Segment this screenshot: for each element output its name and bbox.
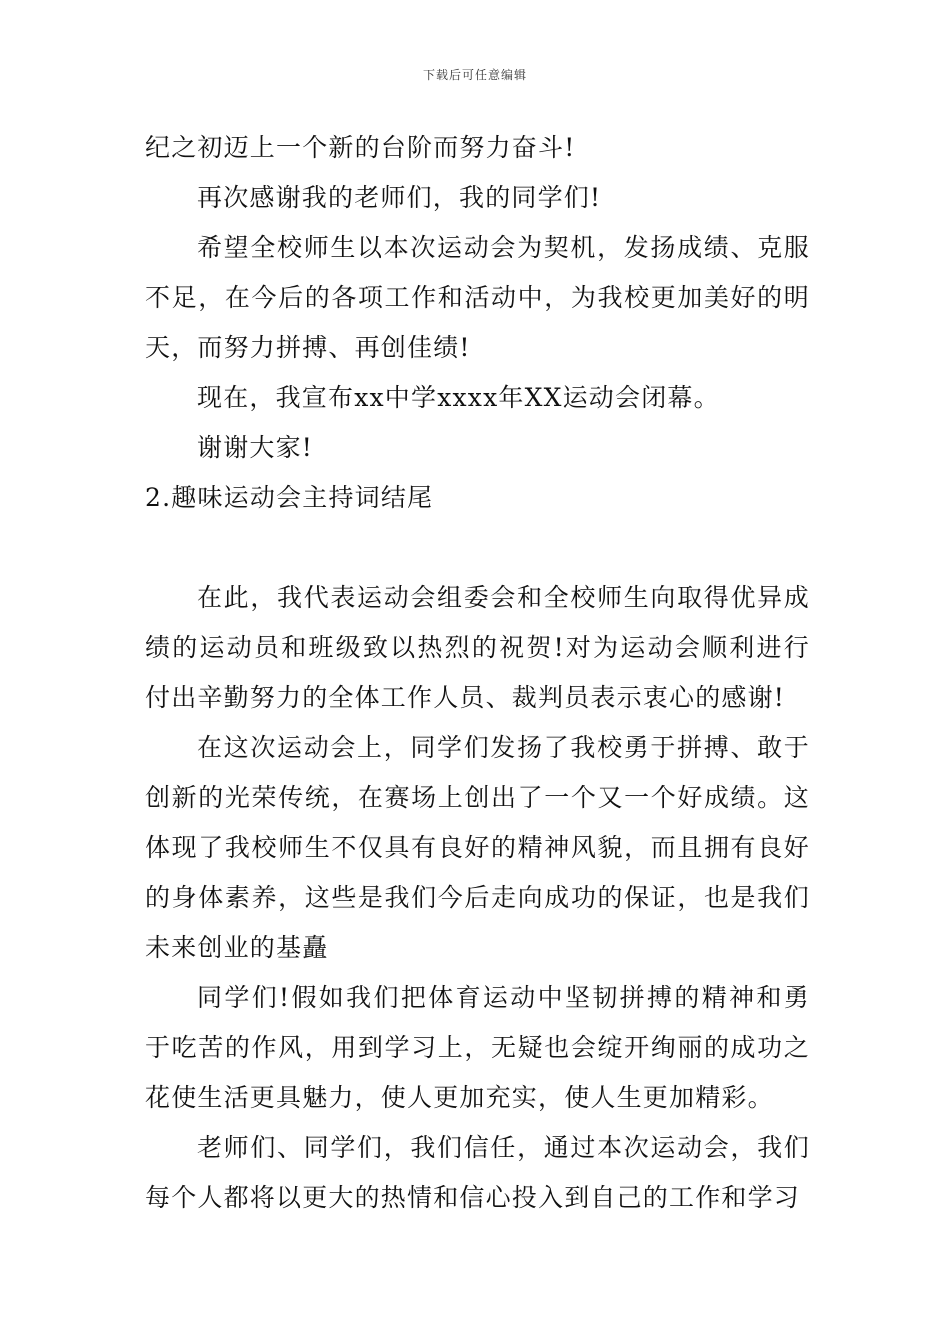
- page-header: 下载后可任意编辑: [422, 68, 527, 82]
- paragraph-teachers-students: 老师们、同学们，我们信任，通过本次运动会，我们每个人都将以更大的热情和信心投入到自己的工作和学习: [145, 1133, 810, 1212]
- paragraph-continuation: 纪之初迈上一个新的台阶而努力奋斗!: [145, 133, 576, 162]
- paragraph-congratulations: 在此，我代表运动会组委会和全校师生向取得优异成绩的运动员和班级致以热烈的祝贺!对为运动会顺利进行付出辛勤努力的全体工作人员、裁判员表示衷心的感谢!: [145, 583, 810, 712]
- paragraph-thank-you: 谢谢大家!: [197, 433, 314, 462]
- paragraph-closing-announcement: 现在，我宣布xx中学xxxx年XX运动会闭幕。: [197, 383, 720, 412]
- paragraph-thanks: 再次感谢我的老师们，我的同学们!: [197, 183, 602, 212]
- paragraph-hope: 希望全校师生以本次运动会为契机，发扬成绩、克服不足，在今后的各项工作和活动中，为我校更加美好的明天，而努力拼搏、再创佳绩!: [145, 233, 810, 362]
- section-heading: 2.趣味运动会主持词结尾: [145, 483, 434, 512]
- paragraph-students: 同学们!假如我们把体育运动中坚韧拼搏的精神和勇于吃苦的作风，用到学习上，无疑也会绽开绚丽的成功之花使生活更具魅力，使人更加充实，使人生更加精彩。: [145, 983, 810, 1112]
- paragraph-achievements: 在这次运动会上，同学们发扬了我校勇于拼搏、敢于创新的光荣传统，在赛场上创出了一个又一个好成绩。这体现了我校师生不仅具有良好的精神风貌，而且拥有良好的身体素养，这些是我们今后走向成功的保证，也是我们未来创业的基矗: [145, 733, 810, 962]
- document-body: [145, 123, 810, 1223]
- blank-line: [145, 523, 810, 573]
